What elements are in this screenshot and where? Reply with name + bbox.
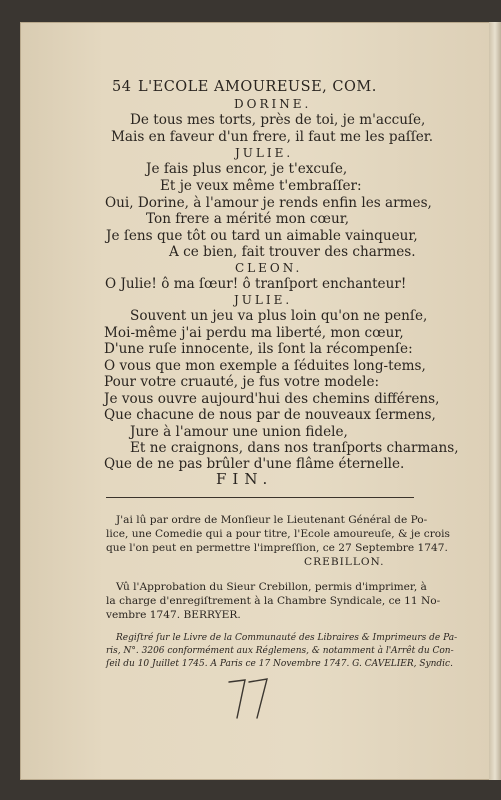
verse-line: Mais en faveur d'un frere, il faut me les paſſer. [111, 129, 434, 145]
verse-line: Je ſens que tôt ou tard un aimable vainqueur, [106, 228, 418, 244]
verse-line: Je vous ouvre aujourd'hui des chemins différens, [104, 391, 440, 407]
approbation-line: J'ai lû par ordre de Monſieur le Lieutenant Général de Po- [116, 514, 428, 526]
verse-line: Souvent un jeu va plus loin qu'on ne penſe, [130, 308, 428, 324]
verse-line: Ton frere a mérité mon cœur, [146, 211, 350, 227]
verse-line: Moi-même j'ai perdu ma liberté, mon cœur, [104, 325, 404, 341]
verse-line: D'une ruſe innocente, ils ſont la récompenſe: [104, 341, 413, 357]
verse-line: O vous que mon exemple a ſéduites long-tems, [104, 358, 426, 374]
verse-line: Que de ne pas brûler d'une flâme éternelle. [104, 456, 405, 472]
registration-line: ſeil du 10 Juillet 1745. A Paris ce 17 Novembre 1747. G. CAVELIER, Syndic. [106, 659, 453, 669]
verse-line: Pour votre cruauté, je fus votre modele: [104, 374, 380, 390]
verse-line: Jure à l'amour une union fidele, [130, 424, 348, 440]
registration-line: ris, N°. 3206 conformément aux Réglemens, & notamment à l'Arrêt du Con- [106, 646, 454, 656]
speaker-cleon: CLEON. [235, 261, 303, 275]
verse-line: Oui, Dorine, à l'amour je rends enfin les armes, [105, 195, 432, 211]
approbation-line: que l'on peut en permettre l'impreſſion, ce 27 Septembre 1747. [106, 542, 448, 554]
registration-line: Regiſtré ſur le Livre de la Communauté des Libraires & Imprimeurs de Pa- [116, 633, 458, 643]
verse-line: Je fais plus encor, je t'excuſe, [146, 161, 348, 177]
speaker-julie: JULIE. [234, 293, 293, 307]
permission-line: Vû l'Approbation du Sieur Crebillon, permis d'imprimer, à [116, 581, 427, 593]
speaker-julie: JULIE. [235, 146, 294, 160]
handwritten-mark [225, 672, 273, 724]
verse-line: Et je veux même t'embraſſer: [160, 178, 362, 194]
running-title: L'ECOLE AMOUREUSE, COM. [138, 79, 377, 95]
divider-rule [106, 497, 414, 498]
approbation-signature: CREBILLON. [304, 556, 385, 568]
page-edge [489, 22, 501, 780]
verse-line: Et ne craignons, dans nos tranſports charmans, [130, 440, 459, 456]
approbation-line: lice, une Comedie qui a pour titre, l'Ecole amoureuſe, & je crois [106, 528, 450, 540]
verse-line: De tous mes torts, près de toi, je m'accuſe, [130, 112, 426, 128]
permission-line: vembre 1747. BERRYER. [106, 609, 241, 621]
fin-label: FIN. [216, 470, 274, 488]
verse-line: Que chacune de nous par de nouveaux ſermens, [104, 407, 436, 423]
verse-line: O Julie! ô ma ſœur! ô tranſport enchanteur! [105, 276, 407, 292]
permission-line: la charge d'enregiſtrement à la Chambre Syndicale, ce 11 No- [106, 595, 441, 607]
verse-line: A ce bien, fait trouver des charmes. [169, 244, 416, 260]
page-number: 54 [112, 79, 132, 95]
speaker-dorine: DORINE. [234, 97, 312, 111]
